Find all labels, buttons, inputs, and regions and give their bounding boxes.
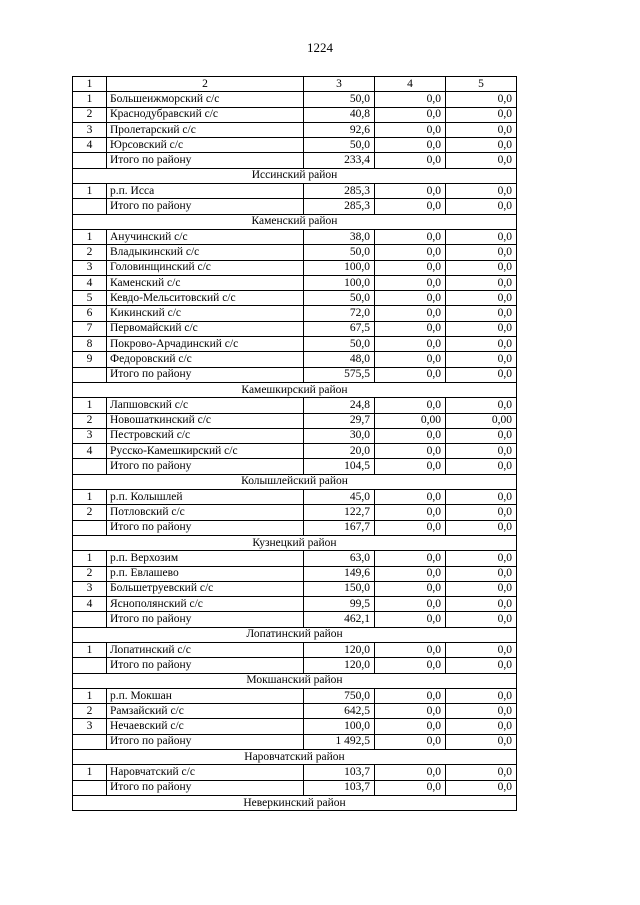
table-row — [73, 428, 517, 443]
row-value-col4: 0,0 — [375, 658, 446, 673]
row-value-col5: 0,0 — [446, 551, 517, 566]
row-name: р.п. Мокшан — [107, 688, 304, 703]
row-number — [73, 367, 107, 382]
row-name: Итого по району — [107, 199, 304, 214]
header-row — [73, 77, 517, 92]
row-value-col3: 167,7 — [304, 520, 375, 535]
data-table — [72, 76, 517, 811]
row-value-col4: 0,0 — [375, 581, 446, 596]
row-value-col3: 38,0 — [304, 229, 375, 244]
table-row — [73, 551, 517, 566]
row-name: Рамзайский с/с — [107, 704, 304, 719]
header-cell-4: 4 — [375, 77, 446, 92]
row-name: Нечаевский с/с — [107, 719, 304, 734]
row-number: 8 — [73, 337, 107, 352]
table-row — [73, 153, 517, 168]
row-number: 1 — [73, 92, 107, 107]
row-value-col3: 462,1 — [304, 612, 375, 627]
row-name: Итого по району — [107, 367, 304, 382]
row-number: 2 — [73, 413, 107, 428]
table-row — [73, 229, 517, 244]
row-value-col4: 0,0 — [375, 597, 446, 612]
table-row — [73, 642, 517, 657]
table-row — [73, 321, 517, 336]
row-value-col5: 0,0 — [446, 245, 517, 260]
row-value-col5: 0,0 — [446, 352, 517, 367]
row-value-col5: 0,0 — [446, 138, 517, 153]
row-value-col5: 0,0 — [446, 490, 517, 505]
row-value-col3: 72,0 — [304, 306, 375, 321]
row-value-col5: 0,0 — [446, 566, 517, 581]
row-number: 1 — [73, 184, 107, 199]
row-value-col5: 0,0 — [446, 658, 517, 673]
row-number — [73, 199, 107, 214]
table-row — [73, 734, 517, 749]
row-name: Пестровский с/с — [107, 428, 304, 443]
row-number — [73, 153, 107, 168]
row-value-col3: 50,0 — [304, 291, 375, 306]
row-value-col5: 0,0 — [446, 184, 517, 199]
row-value-col5: 0,0 — [446, 321, 517, 336]
row-value-col5: 0,0 — [446, 719, 517, 734]
row-value-col3: 285,3 — [304, 199, 375, 214]
row-name: Каменский с/с — [107, 275, 304, 290]
row-value-col4: 0,0 — [375, 780, 446, 795]
row-value-col4: 0,0 — [375, 444, 446, 459]
row-value-col4: 0,0 — [375, 321, 446, 336]
row-value-col3: 1 492,5 — [304, 734, 375, 749]
row-value-col5: 0,0 — [446, 122, 517, 137]
row-number: 2 — [73, 566, 107, 581]
row-value-col3: 100,0 — [304, 719, 375, 734]
row-value-col5: 0,0 — [446, 428, 517, 443]
row-value-col4: 0,0 — [375, 367, 446, 382]
row-value-col3: 285,3 — [304, 184, 375, 199]
row-number — [73, 520, 107, 535]
row-name: Русско-Камешкирский с/с — [107, 444, 304, 459]
row-value-col4: 0,0 — [375, 490, 446, 505]
row-name: Яснополянский с/с — [107, 597, 304, 612]
table-body — [73, 77, 517, 811]
row-number: 3 — [73, 581, 107, 596]
row-name: Лапшовский с/с — [107, 398, 304, 413]
row-value-col4: 0,0 — [375, 688, 446, 703]
table-row — [73, 352, 517, 367]
row-value-col4: 0,0 — [375, 704, 446, 719]
table-row — [73, 520, 517, 535]
section-row — [73, 673, 517, 688]
section-title: Неверкинский район — [73, 795, 517, 810]
row-value-col5: 0,0 — [446, 734, 517, 749]
table-row — [73, 719, 517, 734]
row-value-col4: 0,0 — [375, 505, 446, 520]
row-name: Итого по району — [107, 780, 304, 795]
table-row — [73, 597, 517, 612]
section-title: Наровчатский район — [73, 750, 517, 765]
row-name: Итого по району — [107, 153, 304, 168]
row-value-col4: 0,0 — [375, 260, 446, 275]
table-row — [73, 275, 517, 290]
section-title: Кузнецкий район — [73, 535, 517, 550]
table-row — [73, 765, 517, 780]
row-value-col4: 0,0 — [375, 337, 446, 352]
row-number — [73, 612, 107, 627]
row-number: 3 — [73, 122, 107, 137]
table-row — [73, 398, 517, 413]
row-value-col4: 0,0 — [375, 551, 446, 566]
row-value-col3: 24,8 — [304, 398, 375, 413]
row-value-col4: 0,0 — [375, 138, 446, 153]
row-value-col4: 0,0 — [375, 291, 446, 306]
row-number: 2 — [73, 245, 107, 260]
row-number: 5 — [73, 291, 107, 306]
table-row — [73, 260, 517, 275]
row-value-col3: 104,5 — [304, 459, 375, 474]
header-cell-2: 2 — [107, 77, 304, 92]
row-value-col3: 233,4 — [304, 153, 375, 168]
section-title: Лопатинский район — [73, 627, 517, 642]
row-value-col4: 0,0 — [375, 566, 446, 581]
table-row — [73, 306, 517, 321]
row-name: Новошаткинский с/с — [107, 413, 304, 428]
row-number — [73, 734, 107, 749]
row-value-col4: 0,0 — [375, 153, 446, 168]
row-name: Итого по району — [107, 658, 304, 673]
row-name: Владыкинский с/с — [107, 245, 304, 260]
row-value-col5: 0,0 — [446, 505, 517, 520]
row-number — [73, 780, 107, 795]
header-cell-3: 3 — [304, 77, 375, 92]
row-number: 2 — [73, 704, 107, 719]
row-number: 4 — [73, 444, 107, 459]
page-number: 1224 — [307, 40, 333, 55]
table-row — [73, 107, 517, 122]
row-value-col4: 0,0 — [375, 642, 446, 657]
table-row — [73, 337, 517, 352]
table-row — [73, 780, 517, 795]
row-value-col3: 100,0 — [304, 260, 375, 275]
row-value-col5: 0,0 — [446, 704, 517, 719]
row-value-col3: 149,6 — [304, 566, 375, 581]
row-value-col4: 0,0 — [375, 184, 446, 199]
section-row — [73, 627, 517, 642]
table-row — [73, 122, 517, 137]
row-name: р.п. Исса — [107, 184, 304, 199]
section-title: Иссинский район — [73, 168, 517, 183]
row-number: 1 — [73, 688, 107, 703]
row-value-col5: 0,0 — [446, 612, 517, 627]
row-value-col3: 50,0 — [304, 245, 375, 260]
section-title: Мокшанский район — [73, 673, 517, 688]
row-name: Кикинский с/с — [107, 306, 304, 321]
section-row — [73, 214, 517, 229]
row-value-col3: 575,5 — [304, 367, 375, 382]
table-row — [73, 291, 517, 306]
row-number: 1 — [73, 398, 107, 413]
row-value-col4: 0,0 — [375, 612, 446, 627]
row-number: 4 — [73, 275, 107, 290]
row-value-col5: 0,0 — [446, 291, 517, 306]
row-value-col5: 0,0 — [446, 92, 517, 107]
row-value-col4: 0,0 — [375, 199, 446, 214]
row-name: Большеижморский с/с — [107, 92, 304, 107]
row-value-col4: 0,0 — [375, 765, 446, 780]
row-number: 7 — [73, 321, 107, 336]
row-value-col3: 30,0 — [304, 428, 375, 443]
row-name: р.п. Колышлей — [107, 490, 304, 505]
row-value-col3: 29,7 — [304, 413, 375, 428]
table-row — [73, 490, 517, 505]
row-name: Юрсовский с/с — [107, 138, 304, 153]
section-row — [73, 382, 517, 397]
header-cell-5: 5 — [446, 77, 517, 92]
row-value-col5: 0,0 — [446, 459, 517, 474]
row-value-col3: 120,0 — [304, 642, 375, 657]
row-value-col3: 99,5 — [304, 597, 375, 612]
row-value-col3: 40,8 — [304, 107, 375, 122]
row-value-col3: 120,0 — [304, 658, 375, 673]
row-value-col3: 67,5 — [304, 321, 375, 336]
row-value-col5: 0,0 — [446, 642, 517, 657]
row-value-col5: 0,0 — [446, 444, 517, 459]
row-value-col3: 50,0 — [304, 138, 375, 153]
table-row — [73, 92, 517, 107]
row-value-col5: 0,00 — [446, 413, 517, 428]
row-value-col5: 0,0 — [446, 688, 517, 703]
section-row — [73, 750, 517, 765]
row-value-col3: 63,0 — [304, 551, 375, 566]
row-value-col4: 0,0 — [375, 398, 446, 413]
row-value-col5: 0,0 — [446, 780, 517, 795]
row-value-col5: 0,0 — [446, 107, 517, 122]
row-name: Федоровский с/с — [107, 352, 304, 367]
row-number: 9 — [73, 352, 107, 367]
row-value-col4: 0,0 — [375, 275, 446, 290]
row-value-col4: 0,0 — [375, 122, 446, 137]
row-name: Итого по району — [107, 734, 304, 749]
row-name: Анучинский с/с — [107, 229, 304, 244]
row-name: Покрово-Арчадинский с/с — [107, 337, 304, 352]
row-value-col5: 0,0 — [446, 398, 517, 413]
row-value-col3: 100,0 — [304, 275, 375, 290]
row-number: 1 — [73, 490, 107, 505]
table-row — [73, 138, 517, 153]
table-row — [73, 245, 517, 260]
row-value-col3: 92,6 — [304, 122, 375, 137]
section-row — [73, 795, 517, 810]
row-number: 2 — [73, 107, 107, 122]
row-value-col5: 0,0 — [446, 520, 517, 535]
row-value-col4: 0,0 — [375, 719, 446, 734]
row-value-col4: 0,0 — [375, 107, 446, 122]
table-row — [73, 199, 517, 214]
row-number: 4 — [73, 597, 107, 612]
row-value-col3: 122,7 — [304, 505, 375, 520]
table-row — [73, 367, 517, 382]
row-name: Головинщинский с/с — [107, 260, 304, 275]
row-name: Пролетарский с/с — [107, 122, 304, 137]
table-row — [73, 459, 517, 474]
row-number: 3 — [73, 719, 107, 734]
row-number: 1 — [73, 765, 107, 780]
row-value-col3: 103,7 — [304, 765, 375, 780]
row-value-col3: 103,7 — [304, 780, 375, 795]
row-value-col4: 0,0 — [375, 352, 446, 367]
row-value-col5: 0,0 — [446, 597, 517, 612]
row-number — [73, 459, 107, 474]
section-row — [73, 474, 517, 489]
header-cell-1: 1 — [73, 77, 107, 92]
row-name: р.п. Верхозим — [107, 551, 304, 566]
row-value-col4: 0,0 — [375, 229, 446, 244]
row-name: Наровчатский с/с — [107, 765, 304, 780]
row-number: 2 — [73, 505, 107, 520]
row-value-col5: 0,0 — [446, 306, 517, 321]
row-value-col3: 20,0 — [304, 444, 375, 459]
row-name: Лопатинский с/с — [107, 642, 304, 657]
row-number: 3 — [73, 260, 107, 275]
row-value-col5: 0,0 — [446, 367, 517, 382]
section-title: Камешкирский район — [73, 382, 517, 397]
row-value-col3: 150,0 — [304, 581, 375, 596]
row-name: Краснодубравский с/с — [107, 107, 304, 122]
row-value-col4: 0,0 — [375, 459, 446, 474]
row-name: р.п. Евлашево — [107, 566, 304, 581]
row-number — [73, 658, 107, 673]
row-value-col5: 0,0 — [446, 153, 517, 168]
row-value-col4: 0,0 — [375, 520, 446, 535]
row-value-col4: 0,0 — [375, 428, 446, 443]
row-name: Кевдо-Мельситовский с/с — [107, 291, 304, 306]
row-value-col4: 0,00 — [375, 413, 446, 428]
row-number: 4 — [73, 138, 107, 153]
row-value-col5: 0,0 — [446, 199, 517, 214]
table-row — [73, 688, 517, 703]
table-row — [73, 612, 517, 627]
section-row — [73, 168, 517, 183]
row-name: Итого по району — [107, 612, 304, 627]
row-value-col3: 642,5 — [304, 704, 375, 719]
row-name: Итого по району — [107, 459, 304, 474]
row-value-col5: 0,0 — [446, 337, 517, 352]
row-number: 1 — [73, 642, 107, 657]
row-number: 6 — [73, 306, 107, 321]
row-value-col5: 0,0 — [446, 260, 517, 275]
row-value-col4: 0,0 — [375, 306, 446, 321]
row-value-col3: 45,0 — [304, 490, 375, 505]
row-number: 1 — [73, 229, 107, 244]
section-title: Колышлейский район — [73, 474, 517, 489]
row-number: 1 — [73, 551, 107, 566]
table-row — [73, 505, 517, 520]
section-row — [73, 535, 517, 550]
table-row — [73, 184, 517, 199]
row-value-col3: 50,0 — [304, 92, 375, 107]
row-number: 3 — [73, 428, 107, 443]
row-value-col3: 48,0 — [304, 352, 375, 367]
table-row — [73, 566, 517, 581]
row-value-col5: 0,0 — [446, 765, 517, 780]
row-value-col5: 0,0 — [446, 275, 517, 290]
row-name: Большетруевский с/с — [107, 581, 304, 596]
row-name: Итого по району — [107, 520, 304, 535]
section-title: Каменский район — [73, 214, 517, 229]
table-row — [73, 658, 517, 673]
row-value-col3: 750,0 — [304, 688, 375, 703]
table-row — [73, 413, 517, 428]
row-value-col4: 0,0 — [375, 734, 446, 749]
row-value-col5: 0,0 — [446, 581, 517, 596]
row-name: Первомайский с/с — [107, 321, 304, 336]
table-row — [73, 581, 517, 596]
table-row — [73, 704, 517, 719]
row-value-col3: 50,0 — [304, 337, 375, 352]
row-name: Потловский с/с — [107, 505, 304, 520]
row-value-col5: 0,0 — [446, 229, 517, 244]
table-row — [73, 444, 517, 459]
row-value-col4: 0,0 — [375, 245, 446, 260]
row-value-col4: 0,0 — [375, 92, 446, 107]
